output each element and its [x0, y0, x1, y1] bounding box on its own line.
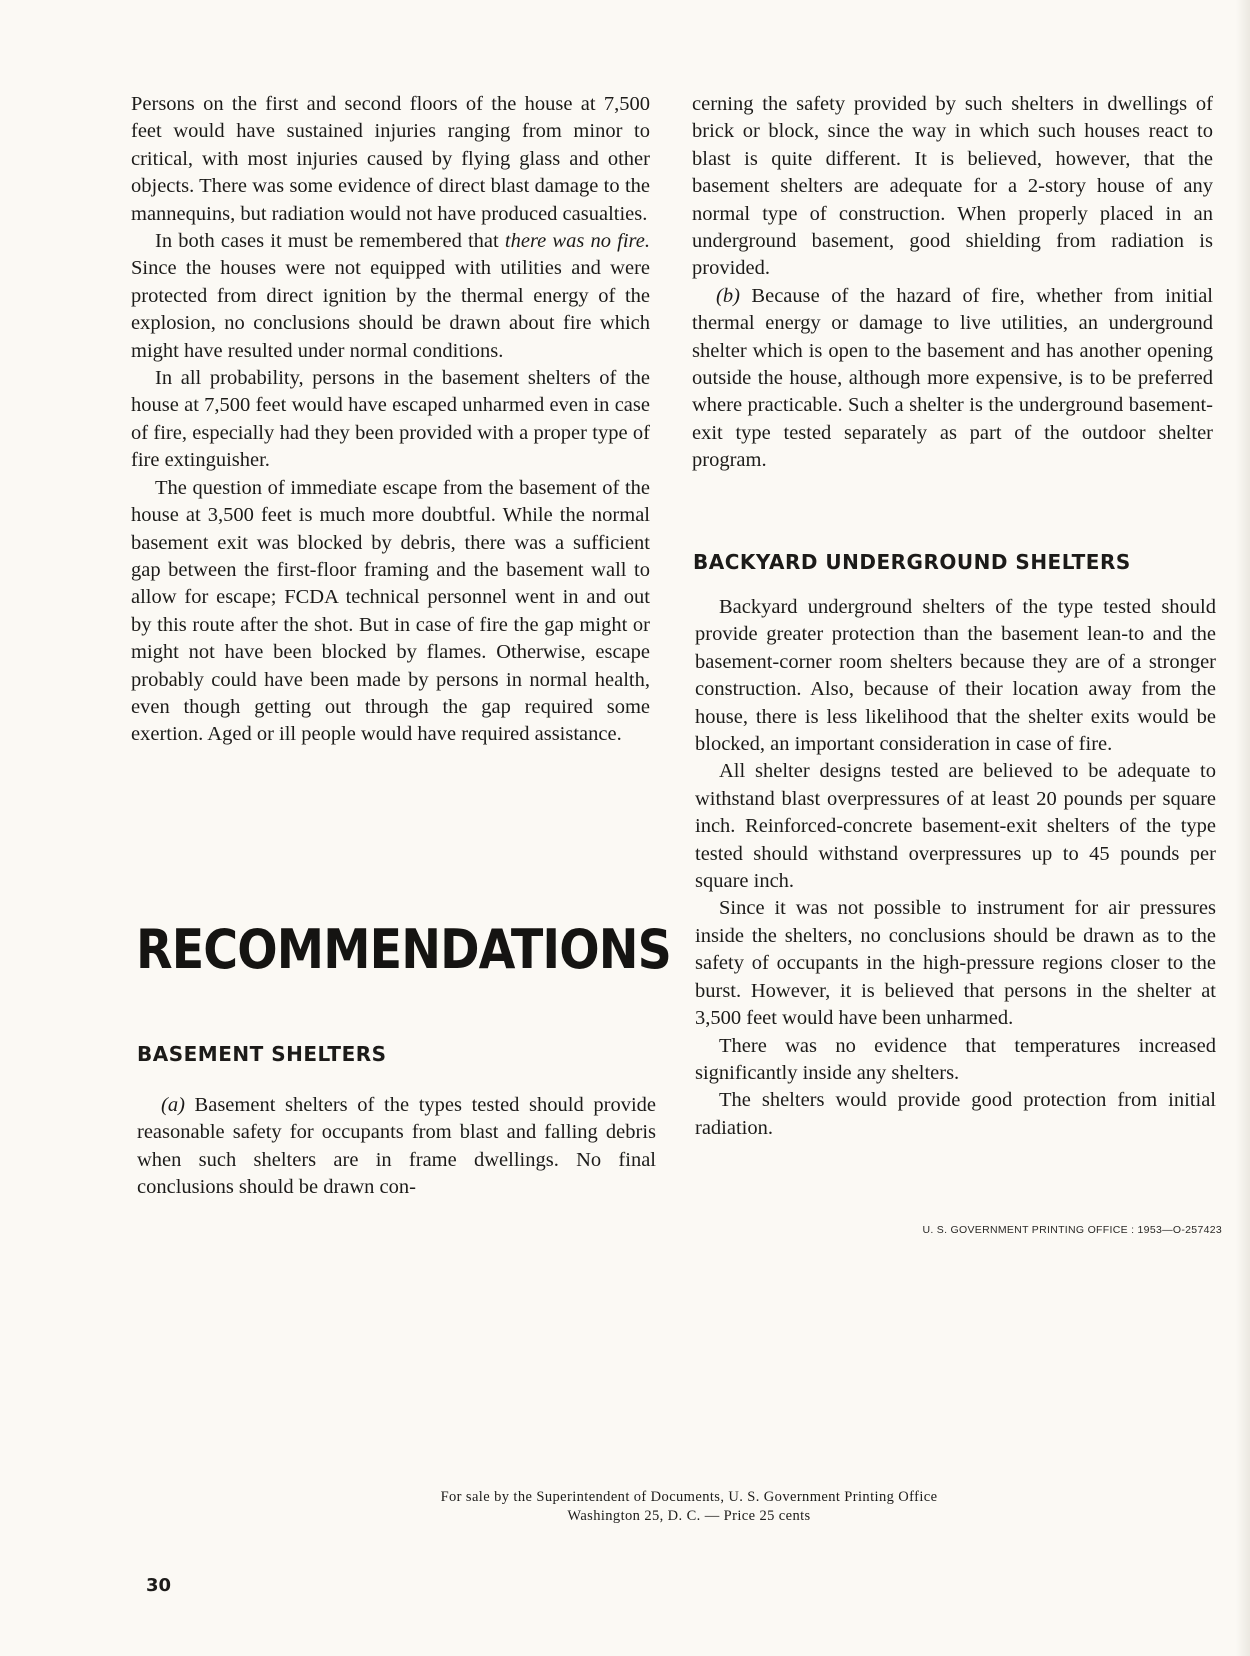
basement-paragraph-a: [137, 1092, 656, 1202]
item-a-label: (a): [161, 1094, 185, 1116]
item-b-text: Because of the hazard of fire, whether from initial thermal energy or damage to live utilities, an underground shelter which is open to the basement and has another opening outside the house, although more expensive, is to be preferred where practicable. Such a shelter is the underground basement-exit type tested separately as part of the outdoor shelter program.: [692, 284, 1213, 472]
sale-notice-line-2: Washington 25, D. C. — Price 25 cents: [567, 1508, 811, 1524]
backyard-paragraph-3: Since it was not possible to instrument for air pressures inside the shelters, no conclusions should be drawn as to the safety of occupants in the high-pressure regions closer to the burst. However, it is believed that persons in the shelter at 3,500 feet would have been unharmed.: [695, 897, 1216, 1030]
page-number: 30: [146, 1575, 172, 1596]
page-edge-shadow: [1236, 0, 1250, 1656]
left-column: [131, 91, 650, 749]
backyard-paragraph-4: There was no evidence that temperatures increased significantly inside any shelters.: [695, 1034, 1216, 1084]
left-paragraph-2: [131, 228, 650, 365]
item-a-text: Basement shelters of the types tested should provide reasonable safety for occupants from blast and falling debris when such shelters are in frame dwellings. No final conclusions should be drawn con-: [137, 1094, 656, 1199]
right-paragraph-b: [692, 283, 1213, 475]
basement-shelters-heading: BASEMENT SHELTERS: [137, 1042, 387, 1066]
left-paragraph-2-start: In both cases it must be remembered that: [155, 230, 505, 253]
backyard-paragraph-2: All shelter designs tested are believed to be adequate to withstand blast overpressures of at least 20 pounds per square inch. Reinforced-concrete basement-exit shelters of the type tested should withstand overpressures up to 45 pounds per square inch.: [695, 760, 1216, 893]
right-paragraph-1: cerning the safety provided by such shelters in dwellings of brick or block, since the way in which such houses react to blast is quite different. It is believed, however, that the basement shelters are adequate for a 2-story house of any normal type of construction. When properly placed in an underground basement, good shielding from radiation is provided.: [692, 93, 1213, 280]
left-paragraph-3: In all probability, persons in the basement shelters of the house at 7,500 feet would have escaped unharmed even in case of fire, especially had they been provided with a proper type of fire extinguisher.: [131, 367, 650, 472]
left-paragraph-2-end: Since the houses were not equipped with utilities and were protected from direct ignition by the thermal energy of the explosion, no conclusions should be drawn about fire which might have resulted under normal conditions.: [131, 257, 650, 362]
backyard-shelters-heading: BACKYARD UNDERGROUND SHELTERS: [693, 550, 1131, 574]
left-paragraph-2-emphasis: there was no fire.: [504, 230, 650, 253]
basement-shelters-text: [137, 1092, 656, 1202]
gpo-imprint: U. S. GOVERNMENT PRINTING OFFICE : 1953—O-257423: [922, 1224, 1222, 1236]
left-paragraph-4: The question of immediate escape from the basement of the house at 3,500 feet is much more doubtful. While the normal basement exit was blocked by debris, there was a sufficient gap between the first-floor framing and the basement wall to allow for escape; FCDA technical personnel went in and out by this route after the shot. But in case of fire the gap might or might not have been blocked by flames. Otherwise, escape probably could have been made by persons in normal health, even though getting out through the gap required some exertion. Aged or ill people would have required assistance.: [131, 476, 650, 746]
backyard-paragraph-5: The shelters would provide good protection from initial radiation.: [695, 1089, 1216, 1139]
sale-notice-line-1: For sale by the Superintendent of Documents, U. S. Government Printing Office: [440, 1489, 938, 1505]
backyard-paragraph-1: Backyard underground shelters of the type tested should provide greater protection than the basement lean-to and the basement-corner room shelters because they are of a stronger construction. Also, because of their location away from the house, there is less likelihood that the shelter exits would be blocked, an important consideration in case of fire.: [695, 596, 1216, 756]
backyard-shelters-text: [695, 594, 1216, 1142]
recommendations-title: RECOMMENDATIONS: [136, 918, 671, 981]
right-column: [692, 91, 1213, 475]
item-b-label: (b): [716, 284, 740, 307]
left-paragraph-1: Persons on the first and second floors of the house at 7,500 feet would have sustained injuries ranging from minor to critical, with most injuries caused by flying glass and other objects. There was some evidence of direct blast damage to the mannequins, but radiation would not have produced casualties.: [131, 93, 650, 225]
